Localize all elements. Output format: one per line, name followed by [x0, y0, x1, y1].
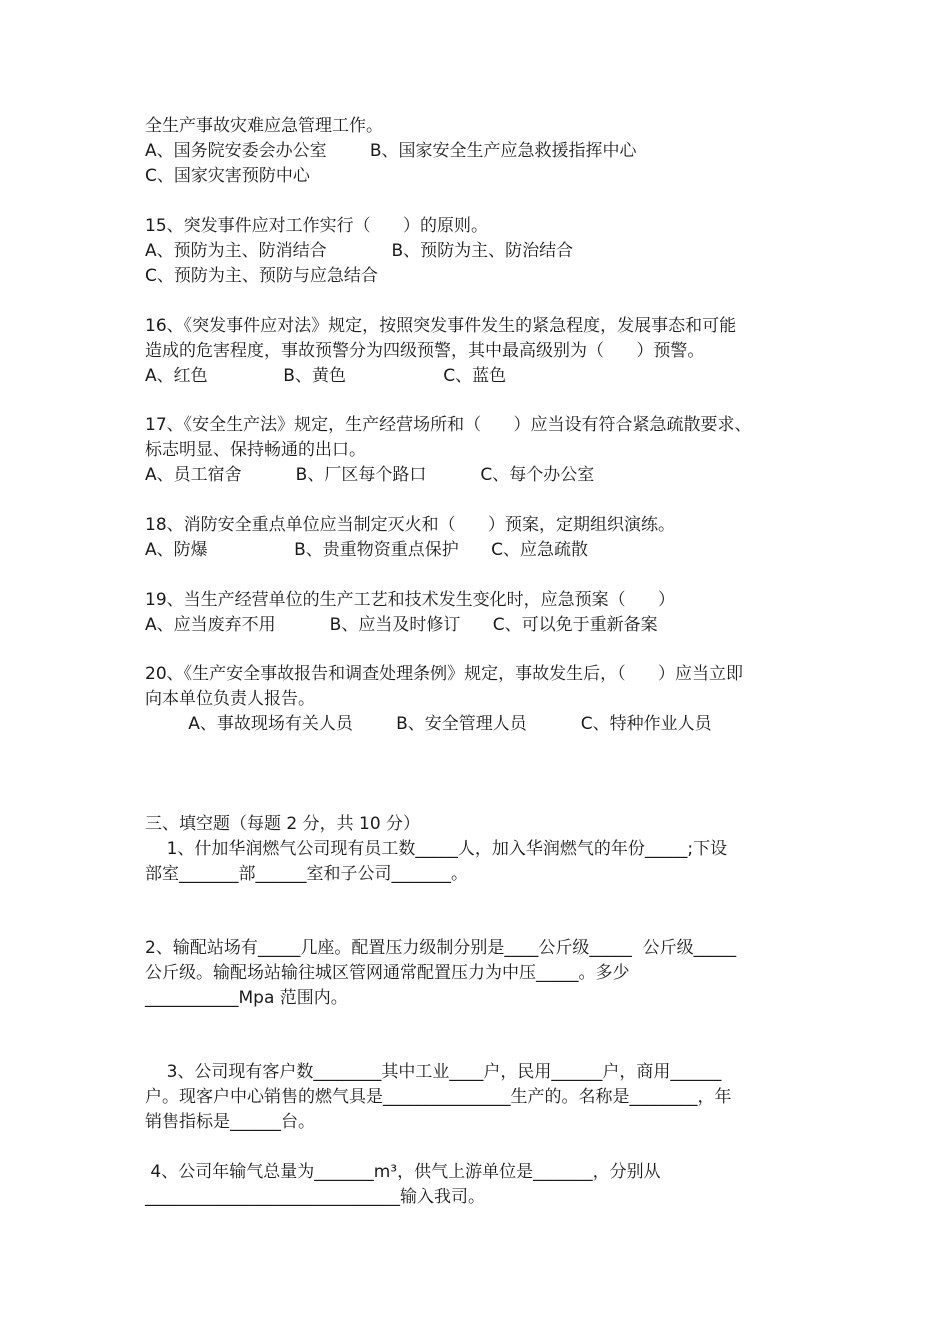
question-20: 20、《生产安全事故报告和调查处理条例》规定，事故发生后，（ ）应当立即	[145, 664, 744, 684]
question-17: 17、《安全生产法》规定，生产经营场所和（ ）应当设有符合紧急疏散要求、	[145, 415, 752, 435]
question-17-cont: 标志明显、保持畅通的出口。	[145, 440, 366, 460]
option-line: A、红色 B、黄色 C、蓝色	[145, 366, 507, 386]
fill-question-2: 2、输配站场有_____几座。配置压力级制分别是____公斤级_____ 公斤级_____	[145, 938, 737, 958]
option-line: A、预防为主、防消结合 B、预防为主、防治结合	[145, 241, 574, 261]
fill-question-2-cont: 公斤级。输配场站输往城区管网通常配置压力为中压_____。多少	[145, 963, 630, 983]
text-line: 全生产事故灾难应急管理工作。	[145, 116, 383, 136]
fill-question-3-cont: 户。现客户中心销售的燃气具是_______________生产的。名称是________，年	[145, 1087, 732, 1107]
question-16: 16、《突发事件应对法》规定，按照突发事件发生的紧急程度，发展事态和可能	[145, 316, 737, 336]
option-line: A、事故现场有关人员 B、安全管理人员 C、特种作业人员	[145, 714, 712, 734]
option-line: C、预防为主、预防与应急结合	[145, 266, 378, 286]
fill-question-4-cont: ______________________________输入我司。	[145, 1187, 485, 1207]
option-line: A、应当废弃不用 B、应当及时修订 C、可以免于重新备案	[145, 615, 658, 635]
fill-question-3-cont: 销售指标是______台。	[145, 1112, 315, 1132]
question-20-cont: 向本单位负责人报告。	[145, 689, 315, 709]
question-15: 15、突发事件应对工作实行（ ）的原则。	[145, 216, 489, 236]
question-18: 18、消防安全重点单位应当制定灭火和（ ）预案，定期组织演练。	[145, 515, 676, 535]
option-line: A、员工宿舍 B、厂区每个路口 C、每个办公室	[145, 465, 595, 485]
option-line: A、防爆 B、贵重物资重点保护 C、应急疏散	[145, 540, 589, 560]
section-heading: 三、填空题（每题 2 分，共 10 分）	[145, 814, 421, 834]
option-line: A、国务院安委会办公室 B、国家安全生产应急救援指挥中心	[145, 141, 637, 161]
fill-question-3: 3、公司现有客户数________其中工业____户，民用______户，商用______	[145, 1062, 722, 1082]
question-16-cont: 造成的危害程度，事故预警分为四级预警，其中最高级别为（ ）预警。	[145, 341, 705, 361]
question-19: 19、当生产经营单位的生产工艺和技术发生变化时，应急预案（ ）	[145, 590, 676, 610]
fill-question-1: 1、什加华润燃气公司现有员工数_____人，加入华润燃气的年份_____;下设	[145, 839, 728, 859]
fill-question-1-cont: 部室_______部______室和子公司_______。	[145, 864, 468, 884]
option-line: C、国家灾害预防中心	[145, 166, 310, 186]
fill-question-2-cont: ___________Mpa 范围内。	[145, 988, 348, 1008]
fill-question-4: 4、公司年输气总量为_______m³，供气上游单位是_______，分别从	[145, 1162, 661, 1182]
